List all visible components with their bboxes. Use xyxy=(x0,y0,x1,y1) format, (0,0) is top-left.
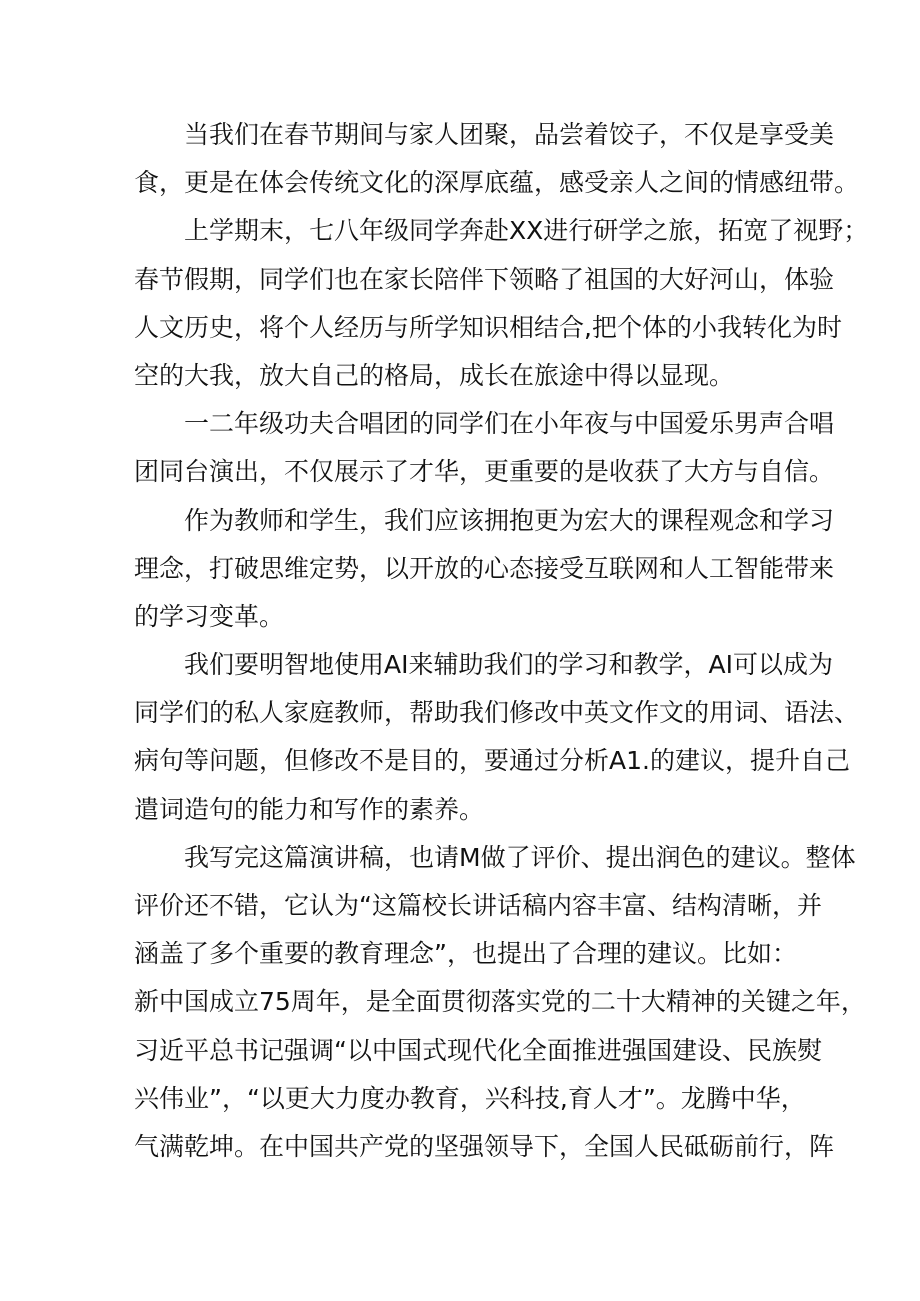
text-line: 病句等问题，但修改不是目的，要通过分析A1.的建议，提升自己 xyxy=(134,746,850,776)
text-line: 团同台演出，不仅展示了才华，更重要的是收获了大方与自信。 xyxy=(134,457,835,487)
text-line: 食，更是在体会传统文化的深厚底蕴，感受亲人之间的情感纽带。 xyxy=(134,168,860,198)
text-line: 春节假期，同学们也在家长陪伴下领略了祖国的大好河山，体验 xyxy=(134,264,835,294)
text-line: 理念，打破思维定势，以开放的心态接受互联网和人工智能带来 xyxy=(134,553,835,583)
text-line: 习近平总书记强调“以中国式现代化全面推进强国建设、民族熨 xyxy=(134,1035,822,1065)
text-line: 涵盖了多个重要的教育理念”，也提出了合理的建议。比如： xyxy=(134,939,797,969)
text-line: 当我们在春节期间与家人团聚，品尝着饺子，不仅是享受美 xyxy=(184,120,835,149)
text-line: 气满乾坤。在中国共产党的坚强领导下，全国人民砥砺前行，阵 xyxy=(134,1131,835,1161)
text-line: 遣词造句的能力和写作的素养。 xyxy=(134,794,485,824)
text-line: 人文历史，将个人经历与所学知识相结合,把个体的小我转化为时 xyxy=(134,312,842,342)
text-line: 一二年级功夫合唱团的同学们在小年夜与中国爱乐男声合唱 xyxy=(184,409,835,439)
text-line: 空的大我，放大自己的格局，成长在旅途中得以显现。 xyxy=(134,360,735,390)
text-line: 同学们的私人家庭教师，帮助我们修改中英文作文的用词、语法、 xyxy=(134,698,860,728)
text-line: 新中国成立75周年，是全面贯彻落实党的二十大精神的关键之年， xyxy=(134,987,866,1017)
text-line: 上学期末，七八年级同学奔赴XX进行研学之旅，拓宽了视野； xyxy=(184,216,869,246)
text-line: 作为教师和学生，我们应该拥抱更为宏大的课程观念和学习 xyxy=(184,505,835,535)
text-line: 我写完这篇演讲稿，也请M做了评价、提出润色的建议。整体 xyxy=(184,842,856,872)
document-body xyxy=(134,111,869,1171)
text-line: 兴伟业”，“以更大力度办教育，兴科技,育人才”。龙腾中华， xyxy=(134,1083,806,1113)
text-line: 的学习变革。 xyxy=(134,601,285,631)
text-line: 我们要明智地使用AI来辅助我们的学习和教学，AI可以成为 xyxy=(184,650,833,680)
text-line: 评价还不错，它认为“这篇校长讲话稿内容丰富、结构清晰，并 xyxy=(134,891,822,920)
